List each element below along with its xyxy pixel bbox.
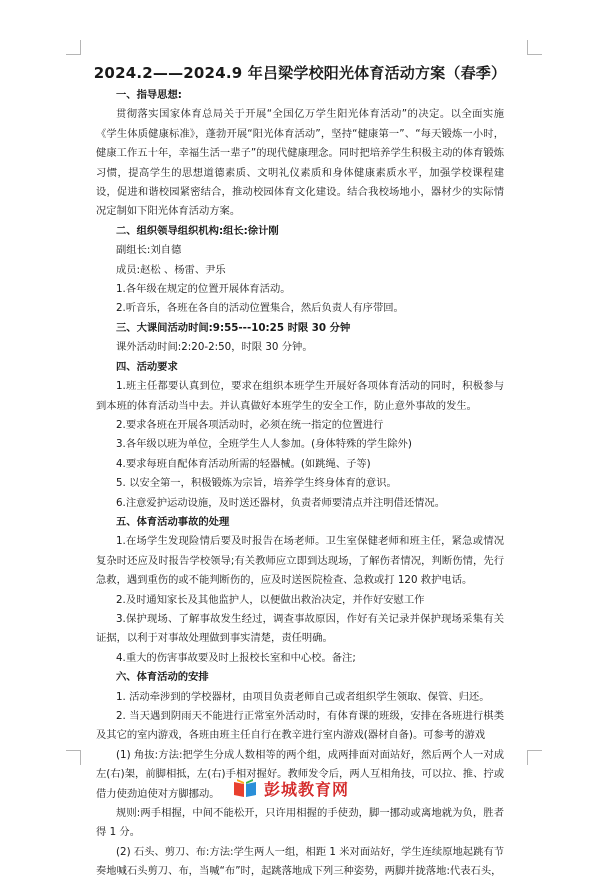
paragraph: 4.要求每班自配体育活动所需的轻器械。(如跳绳、子等): [116, 457, 371, 470]
section-heading-4: 四、活动要求: [116, 360, 178, 373]
paragraph: (1) 角抜:方法:把学生分成人数相等的两个组，成两排面对面站好，然后两个人一对成左(右)架，前脚相抵，左(右)手相对握好。教师发令后，两人互相角技，可以拉、推、拧或借力使劲迫使对方脚挪动。: [96, 748, 504, 800]
section-heading-1: 一、指导思想:: [116, 89, 182, 101]
paragraph: 1. 活动牵涉到的学校器材，由项目负责老师自己或者组织学生领取、保管、归还。: [116, 690, 490, 703]
paragraph: 贯彻落实国家体育总局关于开展“全国亿万学生阳光体育活动”的决定。以全面实施《学生体质健康标准》，蓬勃开展“阳光体育活动”，坚持“健康第一”、“每天锻炼一小时，健康工作五十年，幸福生活一辈子”的现代健康理念。同时把培养学生积极主动的体育锻炼习惯，提高学生的思想道德素质、文明礼仪素质和身体健康素质水平，加强学校课程建设，促进和谐校园紧密结合，推动校园体育文化建设。结合我校场地小，器材少的实际情况定制如下阳光体育活动方案。: [96, 108, 504, 218]
paragraph: 3.保护现场、了解事故发生经过，调查事故原因，作好有关记录并保护现场采集有关证据，以利于对事故处理做到事实清楚，责任明确。: [96, 612, 504, 645]
paragraph: 6.注意爱护运动设施，及时送还器材，负责者师要清点并注明借还情况。: [116, 496, 446, 509]
paragraph: 1.各年级在规定的位置开展体育活动。: [116, 283, 291, 296]
paragraph: 成员:赵松 、杨雷、尹乐: [116, 263, 226, 276]
margin-mark-top-right: [527, 40, 542, 55]
section-heading-3: 三、大课间活动时间:9:55---10:25 时限 30 分钟: [116, 321, 351, 334]
section-heading-2: 二、组织领导组织机构:组长:徐计刚: [116, 224, 279, 237]
paragraph: 副组长:刘自德: [116, 244, 182, 257]
logo-text: 彭城教育网: [264, 779, 350, 799]
margin-mark-top-left: [66, 40, 81, 55]
paragraph: 规则:两手相握，中间不能松开，只许用相握的手使劲，脚一挪动或离地就为负，胜者得 1 分。: [96, 807, 504, 839]
margin-mark-bottom-left: [66, 750, 81, 765]
paragraph: 2.及时通知家长及其他监护人，以便做出救治决定，并作好安慰工作: [116, 593, 425, 606]
paragraph: 4.重大的伤害事故要及时上报校长室和中心校。备注;: [116, 651, 356, 664]
paragraph: (2) 石头、剪刀、布:方法:学生两人一组，相距 1 米对面站好，学生连续原地起跳有节奏地喊石头剪刀、布，当喊“布”时，起跳落地成下列三种姿势，两脚并拢落地:代表石头，: [96, 845, 504, 878]
paragraph: 2. 当天遇到阴雨天不能进行正常室外活动时，有体育课的班级，安排在各班进行棋类及其它的室内游戏，各班由班主任自行在教辛进行室内游戏(器材自备)。可参考的游戏: [96, 710, 504, 742]
section-heading-5: 五、体育活动事故的处理: [116, 515, 230, 528]
paragraph: 3.各年级以班为单位，全班学生人人参加。(身体特殊的学生除外): [116, 438, 412, 451]
site-logo[interactable]: [232, 776, 349, 800]
paragraph: 1.在场学生发现险情后要及时报告在场老师。卫生室保健老师和班主任，紧急或情况复杂时还应及时报告学校领导;有关教师应立即到达现场，了解伤者情况，判断伤情，先行急救，遇到重伤的或不能判断伤的，应及时送医院检查、急救或打 120 救护电话。: [96, 535, 504, 587]
document-title: 2024.2——2024.9 年吕梁学校阳光体育活动方案（春季）: [93, 64, 507, 82]
paragraph: 2.要求各班在开展各项活动时，必须在统一指定的位置进行: [116, 418, 384, 431]
margin-mark-bottom-right: [527, 750, 542, 765]
document-body: [96, 86, 504, 882]
paragraph: 课外活动时间:2:20-2:50，时限 30 分钟。: [116, 341, 313, 354]
paragraph: 2.听音乐，各班在各自的活动位置集合，然后负责人有序带回。: [116, 302, 404, 315]
section-heading-6: 六、体育活动的安排: [116, 671, 209, 684]
book-icon: [232, 778, 258, 798]
paragraph: 5. 以安全第一，积极锻炼为宗旨，培养学生终身体育的意识。: [116, 477, 397, 490]
paragraph: 1.班主任都要认真到位，要求在组织本班学生开展好各项体育活动的同时，积极参与到本班的体育活动当中去。并认真做好本班学生的安全工作，防止意外事故的发生。: [96, 380, 504, 412]
